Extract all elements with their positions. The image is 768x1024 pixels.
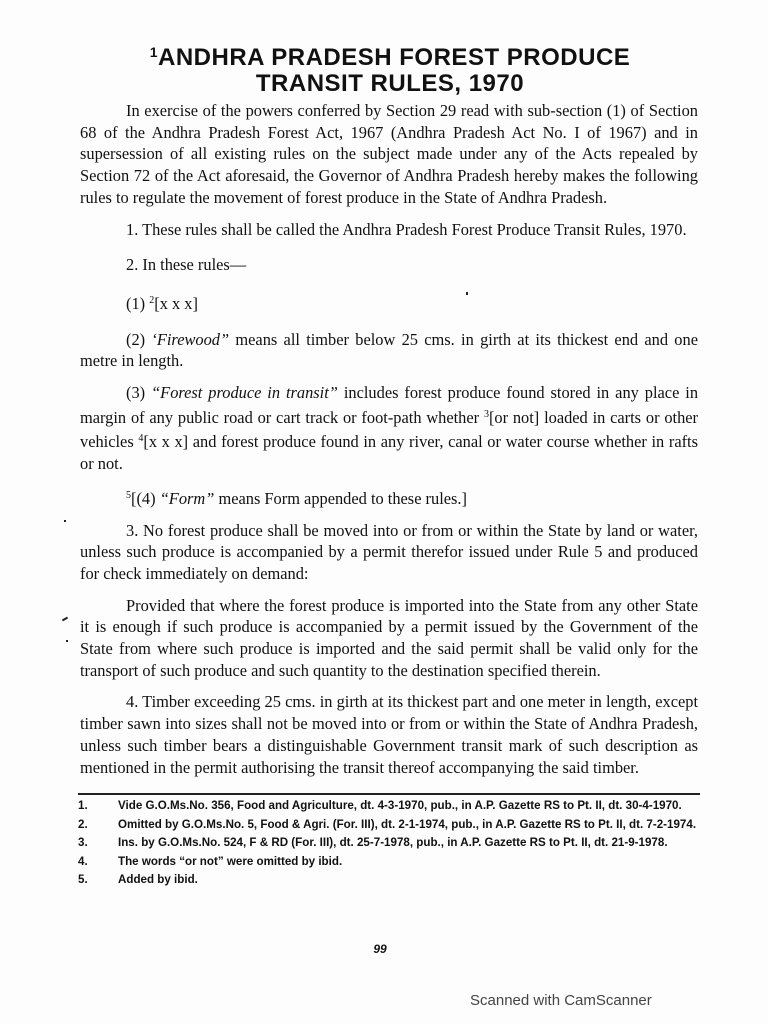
clause-text: means all timber below 25 cms. in girth at its thickest end and one metre in length. xyxy=(80,329,698,371)
footnote-divider xyxy=(78,793,700,795)
footnote-text: Ins. by G.O.Ms.No. 524, F & RD (For. III), dt. 25-7-1978, pub., in A.P. Gazette RS to Pt. II, dt. 21-9-1978. xyxy=(118,836,668,850)
footnote-item xyxy=(78,835,700,851)
scanner-watermark: Scanned with CamScanner xyxy=(470,992,652,1009)
footnote-number: 3. xyxy=(78,836,88,850)
rule-4-paragraph: 4. Timber exceeding 25 cms. in girth at its thickest part and one meter in length, except timber sawn into sizes shall not be moved into or from or within the State of Andhra Pradesh, unless such timber bears a distinguishable Government transit mark of such description as mentioned in the permit authorising the transit thereof accompanying the said timber. xyxy=(80,692,698,777)
title-text-1: ANDHRA PRADESH FOREST PRODUCE xyxy=(157,44,631,71)
clause-number: [(4) xyxy=(131,488,156,508)
rule-2-clause-2 xyxy=(80,329,698,372)
footnote-ref-2: 2 xyxy=(149,294,155,306)
scan-speck xyxy=(466,292,468,295)
clause-number: (1) xyxy=(126,293,146,313)
title-footnote-ref: 1 xyxy=(149,44,158,60)
clause-text-c: [x x x] and forest produce found in any river, canal or water course whether in rafts or not. xyxy=(80,432,698,474)
defined-term: “Forest produce in transit” xyxy=(151,383,338,403)
clause-number: (2) xyxy=(126,329,146,349)
rule-1-paragraph: 1. These rules shall be called the Andhra Pradesh Forest Produce Transit Rules, 1970. xyxy=(126,219,687,239)
footnote-number: 4. xyxy=(78,854,88,868)
footnotes xyxy=(78,798,700,891)
clause-text: [x x x] xyxy=(154,293,198,313)
scan-speck xyxy=(62,617,68,622)
footnote-text: Added by ibid. xyxy=(118,873,198,887)
footnote-ref-3: 3 xyxy=(483,408,489,420)
rule-2-clause-3 xyxy=(80,382,698,475)
rule-2-intro: 2. In these rules— xyxy=(126,255,247,275)
page-number: 99 xyxy=(373,942,387,956)
preamble-paragraph: In exercise of the powers conferred by Section 29 read with sub-section (1) of Section 68 of the Andhra Pradesh Forest Act, 1967 (Andhra Pradesh Act No. I of 1967) and in supersession of all existing rules on the subject made under any of the Acts repealed by Section 72 of the Act aforesaid, the Governor of Andhra Pradesh hereby makes the following rules to regulate the movement of forest produce in the State of Andhra Pradesh. xyxy=(80,101,698,207)
clause-text-b: [or not] loaded in carts or other vehicles xyxy=(80,407,699,452)
footnote-number: 5. xyxy=(78,873,88,887)
document-body xyxy=(80,100,698,778)
footnote-number: 1. xyxy=(78,799,88,812)
proviso-paragraph: Provided that where the forest produce is imported into the State from any other State it is enough if such produce is accompanied by a permit issued by the Government of the State from where such produce is imported and the said permit shall be valid only for the transport of such produce and such quantity to the destination specified therein. xyxy=(80,595,698,680)
scan-speck xyxy=(64,520,66,522)
defined-term: ‘Firewood” xyxy=(151,329,230,349)
footnote-item xyxy=(78,854,700,870)
footnote-ref-5: 5 xyxy=(126,489,131,501)
footnote-item xyxy=(78,872,700,888)
footnote-ref-4: 4 xyxy=(138,433,144,445)
footnote-text: Vide G.O.Ms.No. 356, Food and Agriculture, dt. 4-3-1970, pub., in A.P. Gazette RS to Pt. II, dt. 30-4-1970. xyxy=(118,799,682,812)
rule-3-paragraph: 3. No forest produce shall be moved into or from or within the State by land or water, unless such produce is accompanied by a permit therefor issued under Rule 5 and produced for check immediately on demand: xyxy=(80,520,698,583)
footnote-text: The words “or not” were omitted by ibid. xyxy=(118,854,343,868)
clause-text-a: includes forest produce found stored in any place in margin of any public road or cart track or foot-path whether xyxy=(80,383,699,427)
scan-speck xyxy=(66,640,68,642)
footnote-item xyxy=(78,817,700,833)
footnote-text: Omitted by G.O.Ms.No. 5, Food & Agri. (For. III), dt. 2-1-1974, pub., in A.P. Gazette RS to Pt. II, dt. 7-2-1974. xyxy=(118,817,697,831)
rule-2-clause-4 xyxy=(80,485,698,510)
footnote-number: 2. xyxy=(78,817,88,831)
clause-text: means Form appended to these rules.] xyxy=(218,488,467,508)
clause-number: (3) xyxy=(126,383,146,403)
rule-2-clause-1 xyxy=(80,290,698,315)
footnote-item xyxy=(78,798,700,814)
defined-term: “Form” xyxy=(159,488,215,508)
title-line-2: TRANSIT RULES, 1970 xyxy=(255,70,525,97)
